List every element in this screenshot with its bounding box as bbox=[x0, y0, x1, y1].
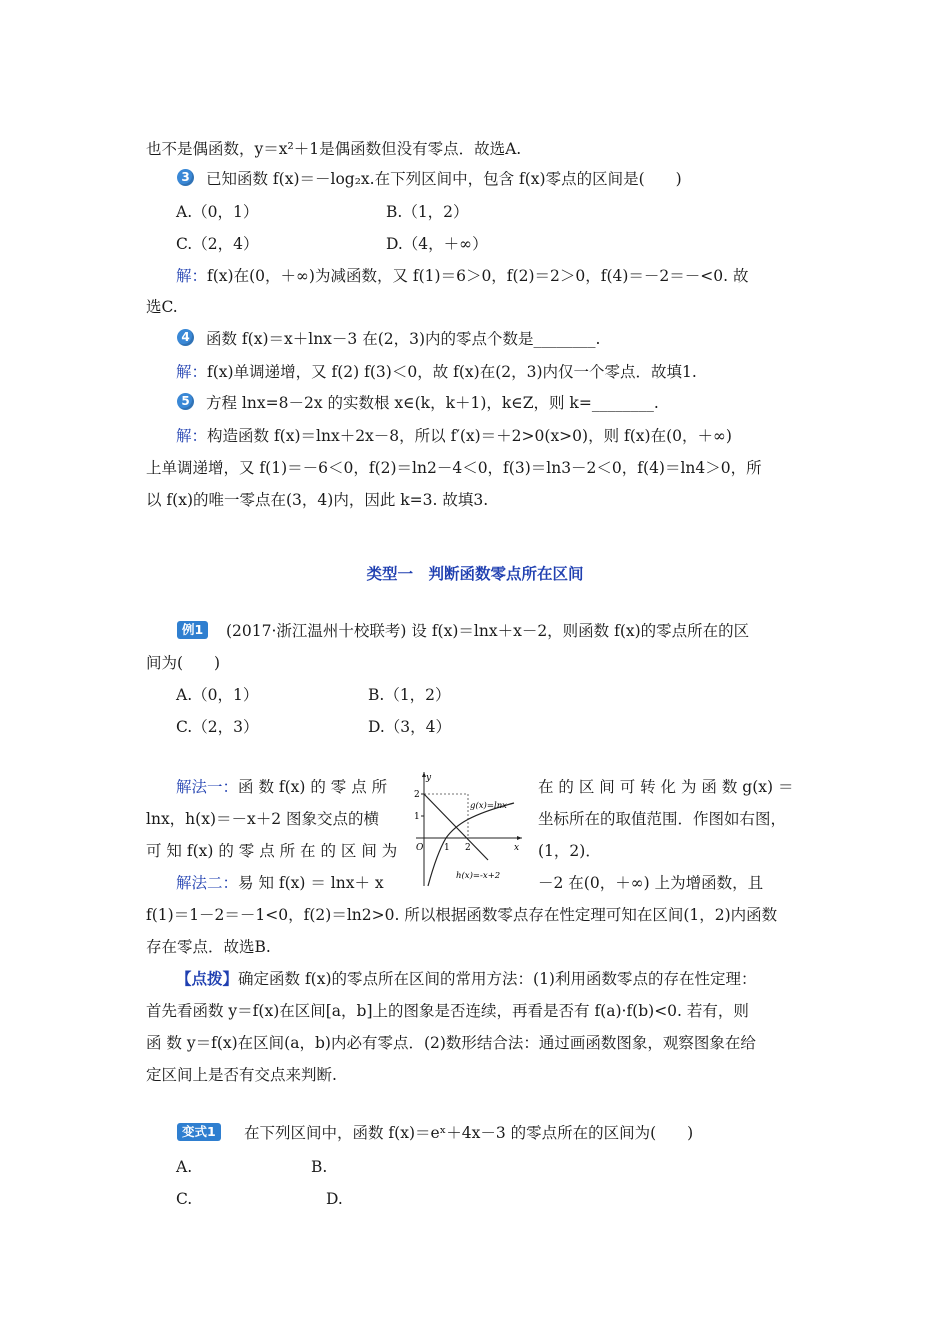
solution-text: f(x)在(0，＋∞)为减函数，又 f(1)＝6＞0，f(2)＝2＞0，f(4)＝－2＝－<0. 故 bbox=[207, 267, 749, 285]
q4-solution-line1 bbox=[176, 361, 697, 383]
tip-text: 确定函数 f(x)的零点所在区间的常用方法：(1)利用函数零点的存在性定理： bbox=[238, 970, 757, 988]
y-tick-label: 1 bbox=[414, 812, 420, 822]
example1-stem-line1: (2017·浙江温州十校联考) 设 f(x)＝lnx＋x－2，则函数 f(x)的零点所在的区 bbox=[226, 622, 750, 640]
method1-line3: 可 知 f(x) 的 零 点 所 在 的 区 间 为 bbox=[146, 842, 398, 860]
variant1-option-c: C. bbox=[176, 1190, 193, 1208]
method2-text-a: 易 知 f(x) ＝ lnx＋ x bbox=[238, 874, 384, 892]
q5-solution-line3: 以 f(x)的唯一零点在(3，4)内，因此 k=3. 故填3. bbox=[146, 491, 489, 509]
example1-stem-line2: 间为( ) bbox=[146, 654, 221, 672]
q3-solution-line1 bbox=[176, 265, 748, 287]
section-title: 类型一 判断函数零点所在区间 bbox=[366, 565, 584, 583]
function-graph-figure bbox=[404, 768, 524, 888]
tip-line2: 首先看函数 y＝f(x)在区间[a，b]上的图象是否连续，再看是否有 f(a)·f(b)<0. 若有，则 bbox=[146, 1002, 749, 1020]
variant1-stem: 在下列区间中，函数 f(x)＝eˣ＋4x－3 的零点所在的区间为( ) bbox=[244, 1124, 694, 1142]
method2-line3: 存在零点．故选B. bbox=[146, 938, 271, 956]
method2-label: 解法二： bbox=[176, 874, 239, 892]
continuation-text: 也不是偶函数，y＝x²＋1是偶函数但没有零点．故选A. bbox=[146, 140, 522, 158]
example1-option-b: B.（1，2） bbox=[368, 686, 451, 704]
q5-solution-line2: 上单调递增，又 f(1)＝－6＜0，f(2)＝ln2－4＜0，f(3)＝ln3－2＜0，f(4)＝ln4＞0，所 bbox=[146, 459, 762, 477]
x-tick-label: 2 bbox=[465, 843, 471, 853]
variant1-option-d: D. bbox=[326, 1190, 343, 1208]
y-tick-label: 2 bbox=[414, 790, 420, 800]
solution-text: 构造函数 f(x)＝lnx＋2x－8，所以 f′(x)＝＋2>0(x>0)，则 f(x)在(0，＋∞) bbox=[207, 427, 732, 445]
method2-line2: f(1)＝1－2＝－1<0，f(2)＝ln2>0. 所以根据函数零点存在性定理可知在区间(1，2)内函数 bbox=[146, 906, 778, 924]
solution-label: 解： bbox=[176, 267, 208, 285]
x-axis-arrow bbox=[517, 836, 522, 840]
y-axis-label: y bbox=[426, 773, 432, 783]
method1-line3-right: (1，2)． bbox=[538, 842, 601, 860]
x-tick-label: 1 bbox=[444, 843, 450, 853]
q3-option-a: A.（0，1） bbox=[176, 203, 259, 221]
x-axis-label: x bbox=[514, 843, 520, 853]
tip-line3: 函 数 y＝f(x)在区间(a，b)内必有零点．(2)数形结合法：通过画函数图象，观察图象在给 bbox=[146, 1034, 756, 1052]
q4-stem: 函数 f(x)＝x＋lnx－3 在(2，3)内的零点个数是________. bbox=[206, 330, 601, 348]
tip-label: 【点拨】 bbox=[176, 969, 239, 988]
solution-text: f(x)单调递增，又 f(2) f(3)＜0，故 f(x)在(2，3)内仅一个零点．故填1. bbox=[207, 363, 697, 381]
q3-option-d: D.（4，＋∞） bbox=[386, 235, 488, 253]
q3-option-c: C.（2，4） bbox=[176, 235, 259, 253]
example-tag: 例1 bbox=[177, 621, 208, 639]
g-curve-label: g(x)=lnx bbox=[470, 801, 507, 811]
method2-line1 bbox=[176, 872, 384, 894]
q5-solution-line1 bbox=[176, 425, 732, 447]
h-line-label: h(x)=-x+2 bbox=[456, 871, 501, 881]
method1-line1-right: 在 的 区 间 可 转 化 为 函 数 g(x) ＝ bbox=[538, 778, 794, 796]
method1-line1 bbox=[176, 776, 387, 798]
method1-text-a: 函 数 f(x) 的 零 点 所 bbox=[238, 778, 388, 796]
solution-label: 解： bbox=[176, 427, 208, 445]
variant1-option-a: A. bbox=[176, 1158, 193, 1176]
method2-line1-right: －2 在(0，＋∞) 上为增函数，且 bbox=[538, 874, 764, 892]
variant1-option-b: B. bbox=[311, 1158, 328, 1176]
method1-line2-right: 坐标所在的取值范围．作图如右图， bbox=[538, 810, 787, 828]
variant-tag: 变式1 bbox=[177, 1123, 221, 1141]
origin-label: O bbox=[416, 843, 424, 853]
method1-line2: lnx，h(x)＝－x＋2 图象交点的横 bbox=[146, 810, 380, 828]
solution-label: 解： bbox=[176, 363, 208, 381]
method1-label: 解法一： bbox=[176, 778, 239, 796]
question-number-badge: 4 bbox=[177, 329, 194, 346]
q3-solution-line2: 选C. bbox=[146, 298, 178, 316]
q5-stem: 方程 lnx=8－2x 的实数根 x∈(k，k＋1)，k∈Z，则 k=________. bbox=[206, 394, 659, 412]
example1-option-a: A.（0，1） bbox=[176, 686, 259, 704]
question-number-badge: 3 bbox=[177, 169, 194, 186]
example1-option-d: D.（3，4） bbox=[368, 718, 452, 736]
example1-option-c: C.（2，3） bbox=[176, 718, 259, 736]
tip-line1 bbox=[176, 968, 756, 990]
q3-option-b: B.（1，2） bbox=[386, 203, 469, 221]
tip-line4: 定区间上是否有交点来判断. bbox=[146, 1066, 337, 1084]
question-number-badge: 5 bbox=[177, 393, 194, 410]
q3-stem: 已知函数 f(x)＝－log₂x.在下列区间中，包含 f(x)零点的区间是( ) bbox=[206, 170, 682, 188]
